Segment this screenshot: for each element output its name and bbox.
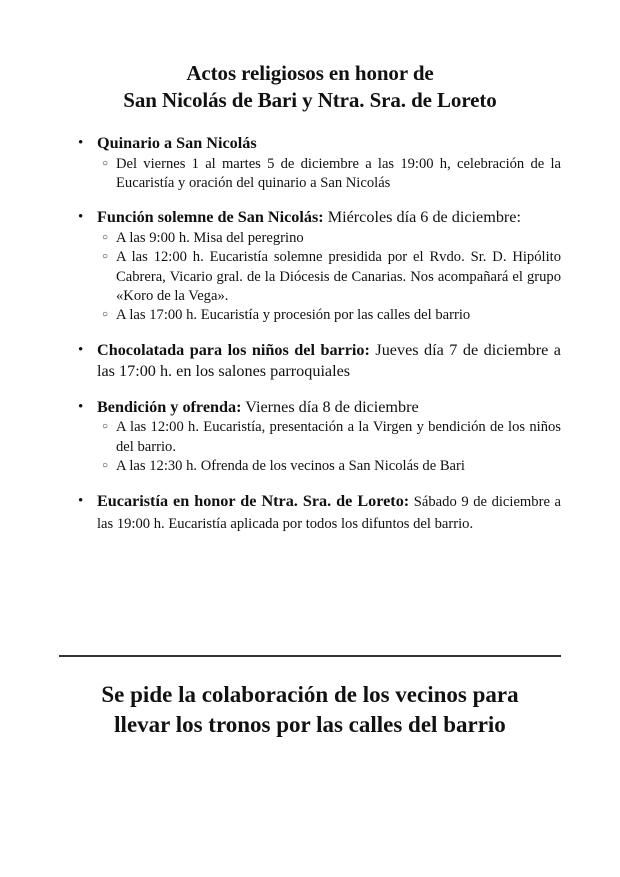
bullet-icon: • bbox=[78, 341, 84, 358]
hollow-bullet-icon: ○ bbox=[102, 309, 109, 321]
event-description: Sábado 9 de diciembre a las 19:00 h. Eucaristía aplicada por todos los difuntos del barrio. bbox=[97, 493, 561, 533]
bullet-icon: • bbox=[78, 135, 84, 151]
event-subitems bbox=[97, 229, 561, 326]
event-subitems bbox=[97, 418, 561, 476]
title-line-1: Actos religiosos en honor de bbox=[186, 61, 434, 85]
event-description: Viernes día 8 de diciembre bbox=[241, 397, 419, 416]
bullet-icon: • bbox=[78, 398, 84, 415]
hollow-bullet-icon: ○ bbox=[102, 421, 109, 433]
subitem-text: Del viernes 1 al martes 5 de diciembre a las 19:00 h, celebración de la Eucaristía y oración del quinario a San Nicolás bbox=[116, 155, 561, 191]
hollow-bullet-icon: ○ bbox=[102, 157, 109, 169]
title-line-2: San Nicolás de Bari y Ntra. Sra. de Loreto bbox=[123, 88, 497, 112]
subitem bbox=[102, 248, 561, 306]
subitem-text: A las 12:30 h. Ofrenda de los vecinos a San Nicolás de Bari bbox=[116, 458, 465, 475]
subitem bbox=[102, 155, 561, 194]
event-item-quinario bbox=[78, 133, 561, 193]
event-item-bendicion-ofrenda bbox=[78, 397, 561, 477]
event-title: Chocolatada para los niños del barrio: bbox=[97, 340, 370, 359]
subitem-text: A las 12:00 h. Eucaristía solemne presidida por el Rvdo. Sr. D. Hipólito Cabrera, Vicario gral. de la Diócesis de Canarias. Nos acompañará el grupo «Koro de la Vega». bbox=[116, 249, 561, 305]
event-item-funcion-solemne bbox=[78, 207, 561, 326]
event-description: Jueves día 7 de diciembre a las 17:00 h. en los salones parroquiales bbox=[97, 340, 561, 381]
hollow-bullet-icon: ○ bbox=[102, 251, 109, 263]
footer-notice bbox=[0, 680, 620, 740]
bullet-icon: • bbox=[78, 209, 84, 226]
event-description: Miércoles día 6 de diciembre: bbox=[323, 208, 521, 227]
event-title: Eucaristía en honor de Ntra. Sra. de Loreto: bbox=[97, 491, 410, 510]
hollow-bullet-icon: ○ bbox=[102, 231, 109, 243]
footer-line-1: Se pide la colaboración de los vecinos para bbox=[101, 682, 519, 707]
subitem-text: A las 17:00 h. Eucaristía y procesión por las calles del barrio bbox=[116, 307, 471, 324]
subitem-text: A las 9:00 h. Misa del peregrino bbox=[116, 229, 304, 246]
event-item-chocolatada bbox=[78, 340, 561, 383]
footer-line-2: llevar los tronos por las calles del barrio bbox=[114, 712, 506, 737]
events-list bbox=[0, 133, 620, 550]
hollow-bullet-icon: ○ bbox=[102, 460, 109, 472]
subitem bbox=[102, 306, 561, 325]
document-title bbox=[0, 60, 620, 114]
subitem-text: A las 12:00 h. Eucaristía, presentación a la Virgen y bendición de los niños del barrio. bbox=[116, 419, 561, 455]
event-title: Bendición y ofrenda: bbox=[97, 397, 242, 416]
bullet-icon: • bbox=[78, 492, 84, 509]
horizontal-divider bbox=[59, 655, 561, 657]
subitem bbox=[102, 457, 561, 476]
event-title: Quinario a San Nicolás bbox=[97, 134, 257, 152]
event-item-eucaristia-loreto bbox=[78, 491, 561, 536]
event-subitems bbox=[97, 155, 561, 194]
subitem bbox=[102, 418, 561, 457]
event-title: Función solemne de San Nicolás: bbox=[97, 208, 324, 227]
subitem bbox=[102, 229, 561, 248]
